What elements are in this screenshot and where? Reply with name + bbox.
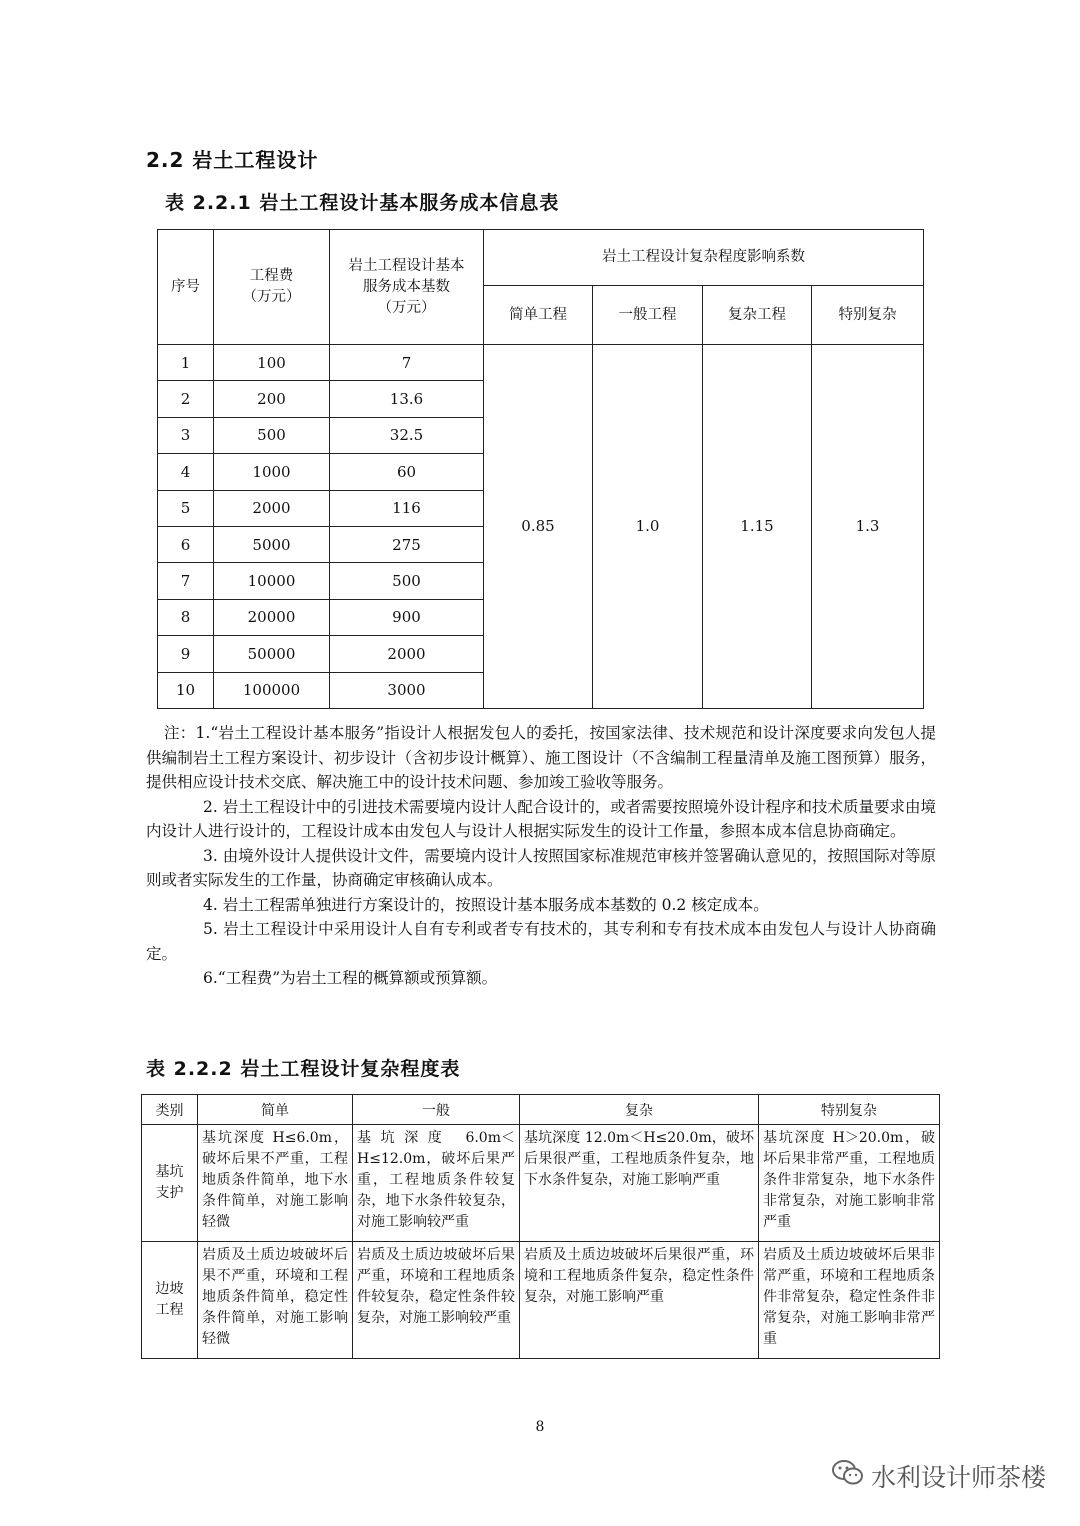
cell-simple: 基坑深度 H≤6.0m，破坏后果不严重，工程地质条件简单，地下水条件简单，对施工影响轻微 xyxy=(198,1125,353,1242)
row-base: 275 xyxy=(330,526,484,562)
note-2: 2. 岩土工程设计中的引进技术需要境内设计人配合设计的，或者需要按照境外设计程序和技术质量要求由境内设计人进行设计的，工程设计成本由发包人与设计人根据实际发生的设计工作量，参照本成本信息协商确定。 xyxy=(146,797,936,840)
header-category: 类别 xyxy=(142,1095,198,1125)
header-base xyxy=(330,230,484,345)
header-simple: 简单工程 xyxy=(484,286,593,345)
header-coefficient: 岩土工程设计复杂程度影响系数 xyxy=(484,230,924,286)
header-base-line1: 岩土工程设计基本 xyxy=(348,257,465,274)
row-base: 60 xyxy=(330,454,484,490)
header-general: 一般 xyxy=(353,1095,520,1125)
header-no: 序号 xyxy=(158,230,214,345)
category-line1: 基坑 xyxy=(155,1164,184,1180)
category-line2: 支护 xyxy=(155,1185,184,1201)
cell-complex: 基坑深度 12.0m＜H≤20.0m，破坏后果很严重，工程地质条件复杂，地下水条件复杂，对施工影响严重 xyxy=(520,1125,759,1242)
category-foundation-pit xyxy=(142,1125,198,1242)
header-simple: 简单 xyxy=(198,1095,353,1125)
cell-simple: 岩质及土质边坡破坏后果不严重，环境和工程地质条件简单，稳定性条件简单，对施工影响轻微 xyxy=(198,1242,353,1359)
header-fee-line1: 工程费 xyxy=(249,268,294,284)
table-row xyxy=(142,1125,940,1242)
coef-simple: 0.85 xyxy=(484,345,593,709)
cost-info-table xyxy=(157,229,924,709)
row-no: 6 xyxy=(158,526,214,562)
header-base-line3: （万元） xyxy=(377,299,436,316)
row-fee: 200 xyxy=(214,381,330,417)
row-base: 13.6 xyxy=(330,381,484,417)
note-3: 3. 由境外设计人提供设计文件，需要境内设计人按照国家标准规范审核并签署确认意见的，按照国际对等原则或者实际发生的工作量，协商确定审核确认成本。 xyxy=(146,846,936,889)
table1-notes xyxy=(146,721,936,991)
row-fee: 50000 xyxy=(214,636,330,672)
section-title: 2.2 岩土工程设计 xyxy=(146,148,319,172)
row-no: 9 xyxy=(158,636,214,672)
coef-special: 1.3 xyxy=(812,345,924,709)
category-slope xyxy=(142,1242,198,1359)
header-special: 特别复杂 xyxy=(759,1095,940,1125)
complexity-table xyxy=(141,1094,940,1359)
cell-general: 岩质及土质边坡破坏后果严重，环境和工程地质条件较复杂，稳定性条件较复杂，对施工影响较严重 xyxy=(353,1242,520,1359)
row-no: 8 xyxy=(158,599,214,635)
row-no: 5 xyxy=(158,490,214,526)
row-fee: 2000 xyxy=(214,490,330,526)
header-general: 一般工程 xyxy=(593,286,703,345)
row-no: 3 xyxy=(158,417,214,453)
row-no: 10 xyxy=(158,672,214,708)
cell-special: 基坑深度 H＞20.0m，破坏后果非常严重，工程地质条件非常复杂，地下水条件非常复杂，对施工影响非常严重 xyxy=(759,1125,940,1242)
row-fee: 500 xyxy=(214,417,330,453)
table-row xyxy=(158,345,924,381)
row-no: 1 xyxy=(158,345,214,381)
table-row xyxy=(142,1242,940,1359)
coef-complex: 1.15 xyxy=(703,345,812,709)
note-6: 6.“工程费”为岩土工程的概算额或预算额。 xyxy=(203,969,498,987)
cell-general: 基坑深度 6.0m＜H≤12.0m，破坏后果严重，工程地质条件较复杂，地下水条件较复杂，对施工影响较严重 xyxy=(353,1125,520,1242)
table2-title: 表 2.2.2 岩土工程设计复杂程度表 xyxy=(146,1058,461,1080)
coef-general: 1.0 xyxy=(593,345,703,709)
category-line2: 工程 xyxy=(155,1302,184,1318)
row-base: 7 xyxy=(330,345,484,381)
row-base: 2000 xyxy=(330,636,484,672)
table1-title: 表 2.2.1 岩土工程设计基本服务成本信息表 xyxy=(165,192,560,214)
row-no: 2 xyxy=(158,381,214,417)
row-fee: 10000 xyxy=(214,563,330,599)
header-fee xyxy=(214,230,330,345)
header-base-line2: 服务成本基数 xyxy=(363,278,450,295)
row-fee: 100000 xyxy=(214,672,330,708)
cell-special: 岩质及土质边坡破坏后果非常严重，环境和工程地质条件非常复杂，稳定性条件非常复杂，对施工影响非常严重 xyxy=(759,1242,940,1359)
row-base: 3000 xyxy=(330,672,484,708)
category-line1: 边坡 xyxy=(155,1281,184,1297)
note-4: 4. 岩土工程需单独进行方案设计的，按照设计基本服务成本基数的 0.2 核定成本。 xyxy=(203,895,769,914)
note-1: 注：1.“岩土工程设计基本服务”指设计人根据发包人的委托，按国家法律、技术规范和设计深度要求向发包人提供编制岩土工程方案设计、初步设计（含初步设计概算）、施工图设计（不含编制工程量清单及施工图预算）服务，提供相应设计技术交底、解决施工中的设计技术问题、参加竣工验收等服务。 xyxy=(146,724,936,791)
watermark-text: 水利设计师茶楼 xyxy=(870,1463,1046,1492)
row-no: 4 xyxy=(158,454,214,490)
row-base: 116 xyxy=(330,490,484,526)
row-fee: 5000 xyxy=(214,526,330,562)
cell-complex: 岩质及土质边坡破坏后果很严重，环境和工程地质条件复杂，稳定性条件复杂，对施工影响严重 xyxy=(520,1242,759,1359)
header-fee-line2: （万元） xyxy=(242,289,301,305)
wechat-icon xyxy=(831,1458,865,1494)
header-special: 特别复杂 xyxy=(812,286,924,345)
watermark xyxy=(831,1458,1046,1494)
row-fee: 100 xyxy=(214,345,330,381)
row-no: 7 xyxy=(158,563,214,599)
row-base: 500 xyxy=(330,563,484,599)
note-5: 5. 岩土工程设计中采用设计人自有专利或者专有技术的，其专利和专有技术成本由发包人与设计人协商确定。 xyxy=(146,920,936,963)
row-base: 32.5 xyxy=(330,417,484,453)
row-base: 900 xyxy=(330,599,484,635)
row-fee: 20000 xyxy=(214,599,330,635)
page-number: 8 xyxy=(535,1419,545,1435)
row-fee: 1000 xyxy=(214,454,330,490)
header-complex: 复杂 xyxy=(520,1095,759,1125)
header-complex: 复杂工程 xyxy=(703,286,812,345)
